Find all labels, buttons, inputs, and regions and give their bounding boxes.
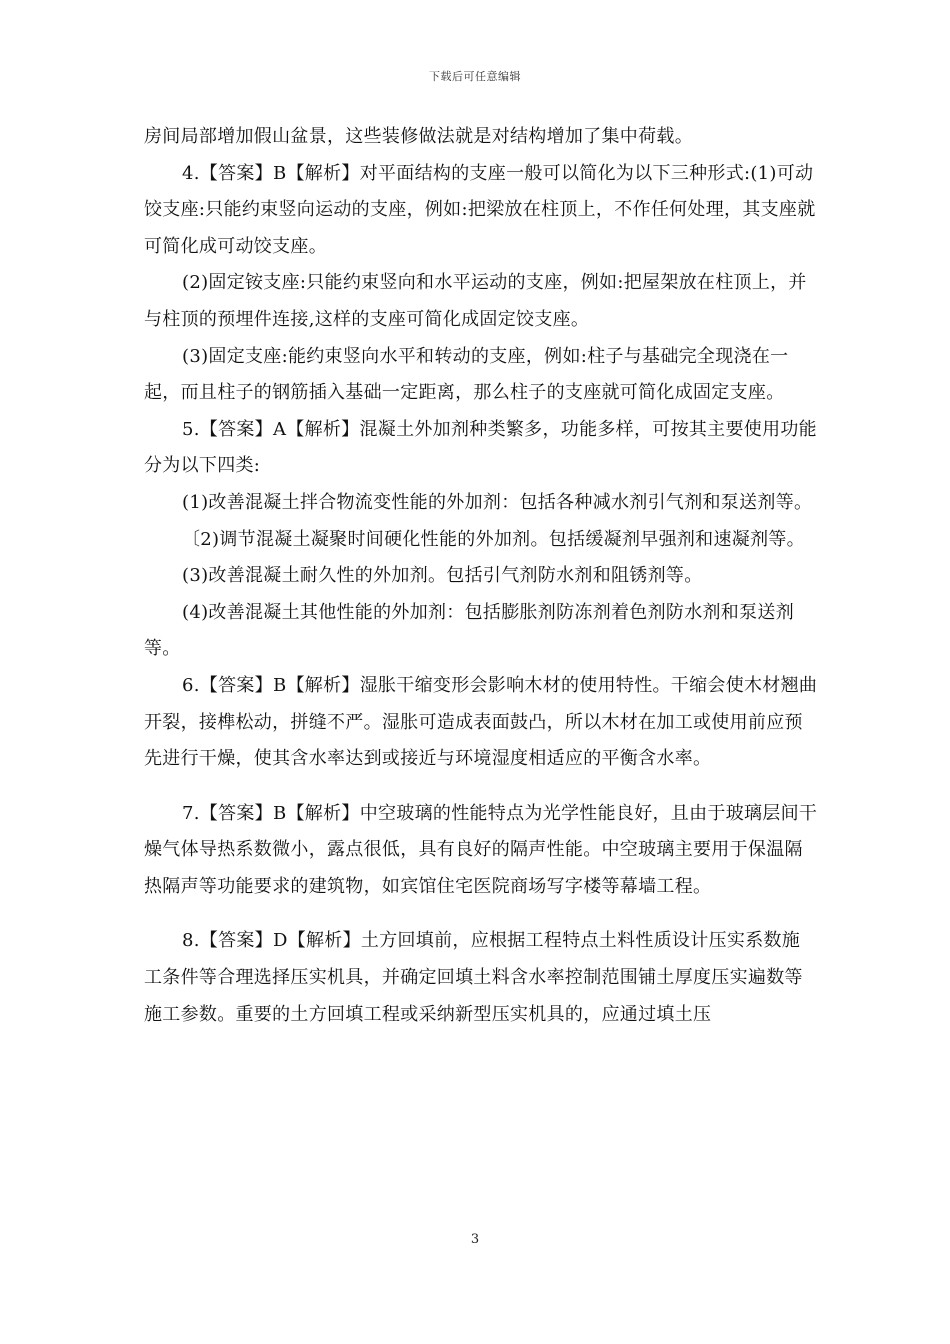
paragraph-continuation: 房间局部增加假山盆景，这些装修做法就是对结构增加了集中荷载。 <box>144 126 693 147</box>
paragraph-answer-4-item-2: (2)固定铵支座:只能约束竖向和水平运动的支座，例如:把屋架放在柱顶上，并与柱顶的预埋件连接,这样的支座可简化成固定饺支座。 <box>144 272 807 330</box>
page-number: 3 <box>470 1232 480 1247</box>
paragraph-answer-5-item-1: (1)改善混凝土拌合物流变性能的外加剂：包括各种减水剂引气剂和泵送剂等。 <box>182 491 813 513</box>
paragraph-answer-6: 6.【答案】B【解析】湿胀干缩变形会影响木材的使用特性。干缩会使木材翘曲开裂，接榫松动，拼缝不严。湿胀可造成表面鼓凸，所以木材在加工或使用前应预先进行干燥，使其含水率达到或接近与环境湿度相适应的平衡含水率。 <box>144 674 818 770</box>
page-header: 下载后可任意编辑 <box>429 70 521 83</box>
document-body <box>144 119 818 1033</box>
paragraph-answer-4-item-3: (3)固定支座:能约束竖向水平和转动的支座，例如:柱子与基础完全现浇在一起，而且柱子的钢筋插入基础一定距离，那么柱子的支座就可简化成固定支座。 <box>144 345 789 404</box>
paragraph-answer-5: 5.【答案】A【解析】混凝土外加剂种类繁多，功能多样，可按其主要使用功能分为以下四类: <box>144 418 817 477</box>
paragraph-answer-5-item-2: 〔2)调节混凝土凝聚时间硬化性能的外加剂。包括缓凝剂早强剂和速凝剂等。 <box>182 528 805 550</box>
paragraph-answer-5-item-3: (3)改善混凝土耐久性的外加剂。包括引气剂防水剂和阻锈剂等。 <box>182 565 703 587</box>
paragraph-answer-7: 7.【答案】B【解析】中空玻璃的性能特点为光学性能良好，且由于玻璃层间干燥气体导热系数微小，露点很低，具有良好的隔声性能。中空玻璃主要用于保温隔热隔声等功能要求的建筑物，如宾馆住宅医院商场写字楼等幕墙工程。 <box>144 802 818 897</box>
paragraph-answer-4: 4.【答案】B【解析】对平面结构的支座一般可以简化为以下三种形式:(1)可动饺支座:只能约束竖向运动的支座，例如:把梁放在柱顶上，不作任何处理，其支座就可简化成可动饺支座。 <box>144 162 816 257</box>
paragraph-answer-8: 8.【答案】D【解析】土方回填前，应根据工程特点土料性质设计压实系数施工条件等合理选择压实机具，并确定回填土料含水率控制范围铺土厚度压实遍数等施工参数。重要的土方回填工程或采纳新型压实机具的，应通过填土压 <box>144 930 803 1025</box>
paragraph-answer-5-item-4: (4)改善混凝土其他性能的外加剂：包括膨胀剂防冻剂着色剂防水剂和泵送剂等。 <box>144 601 794 660</box>
